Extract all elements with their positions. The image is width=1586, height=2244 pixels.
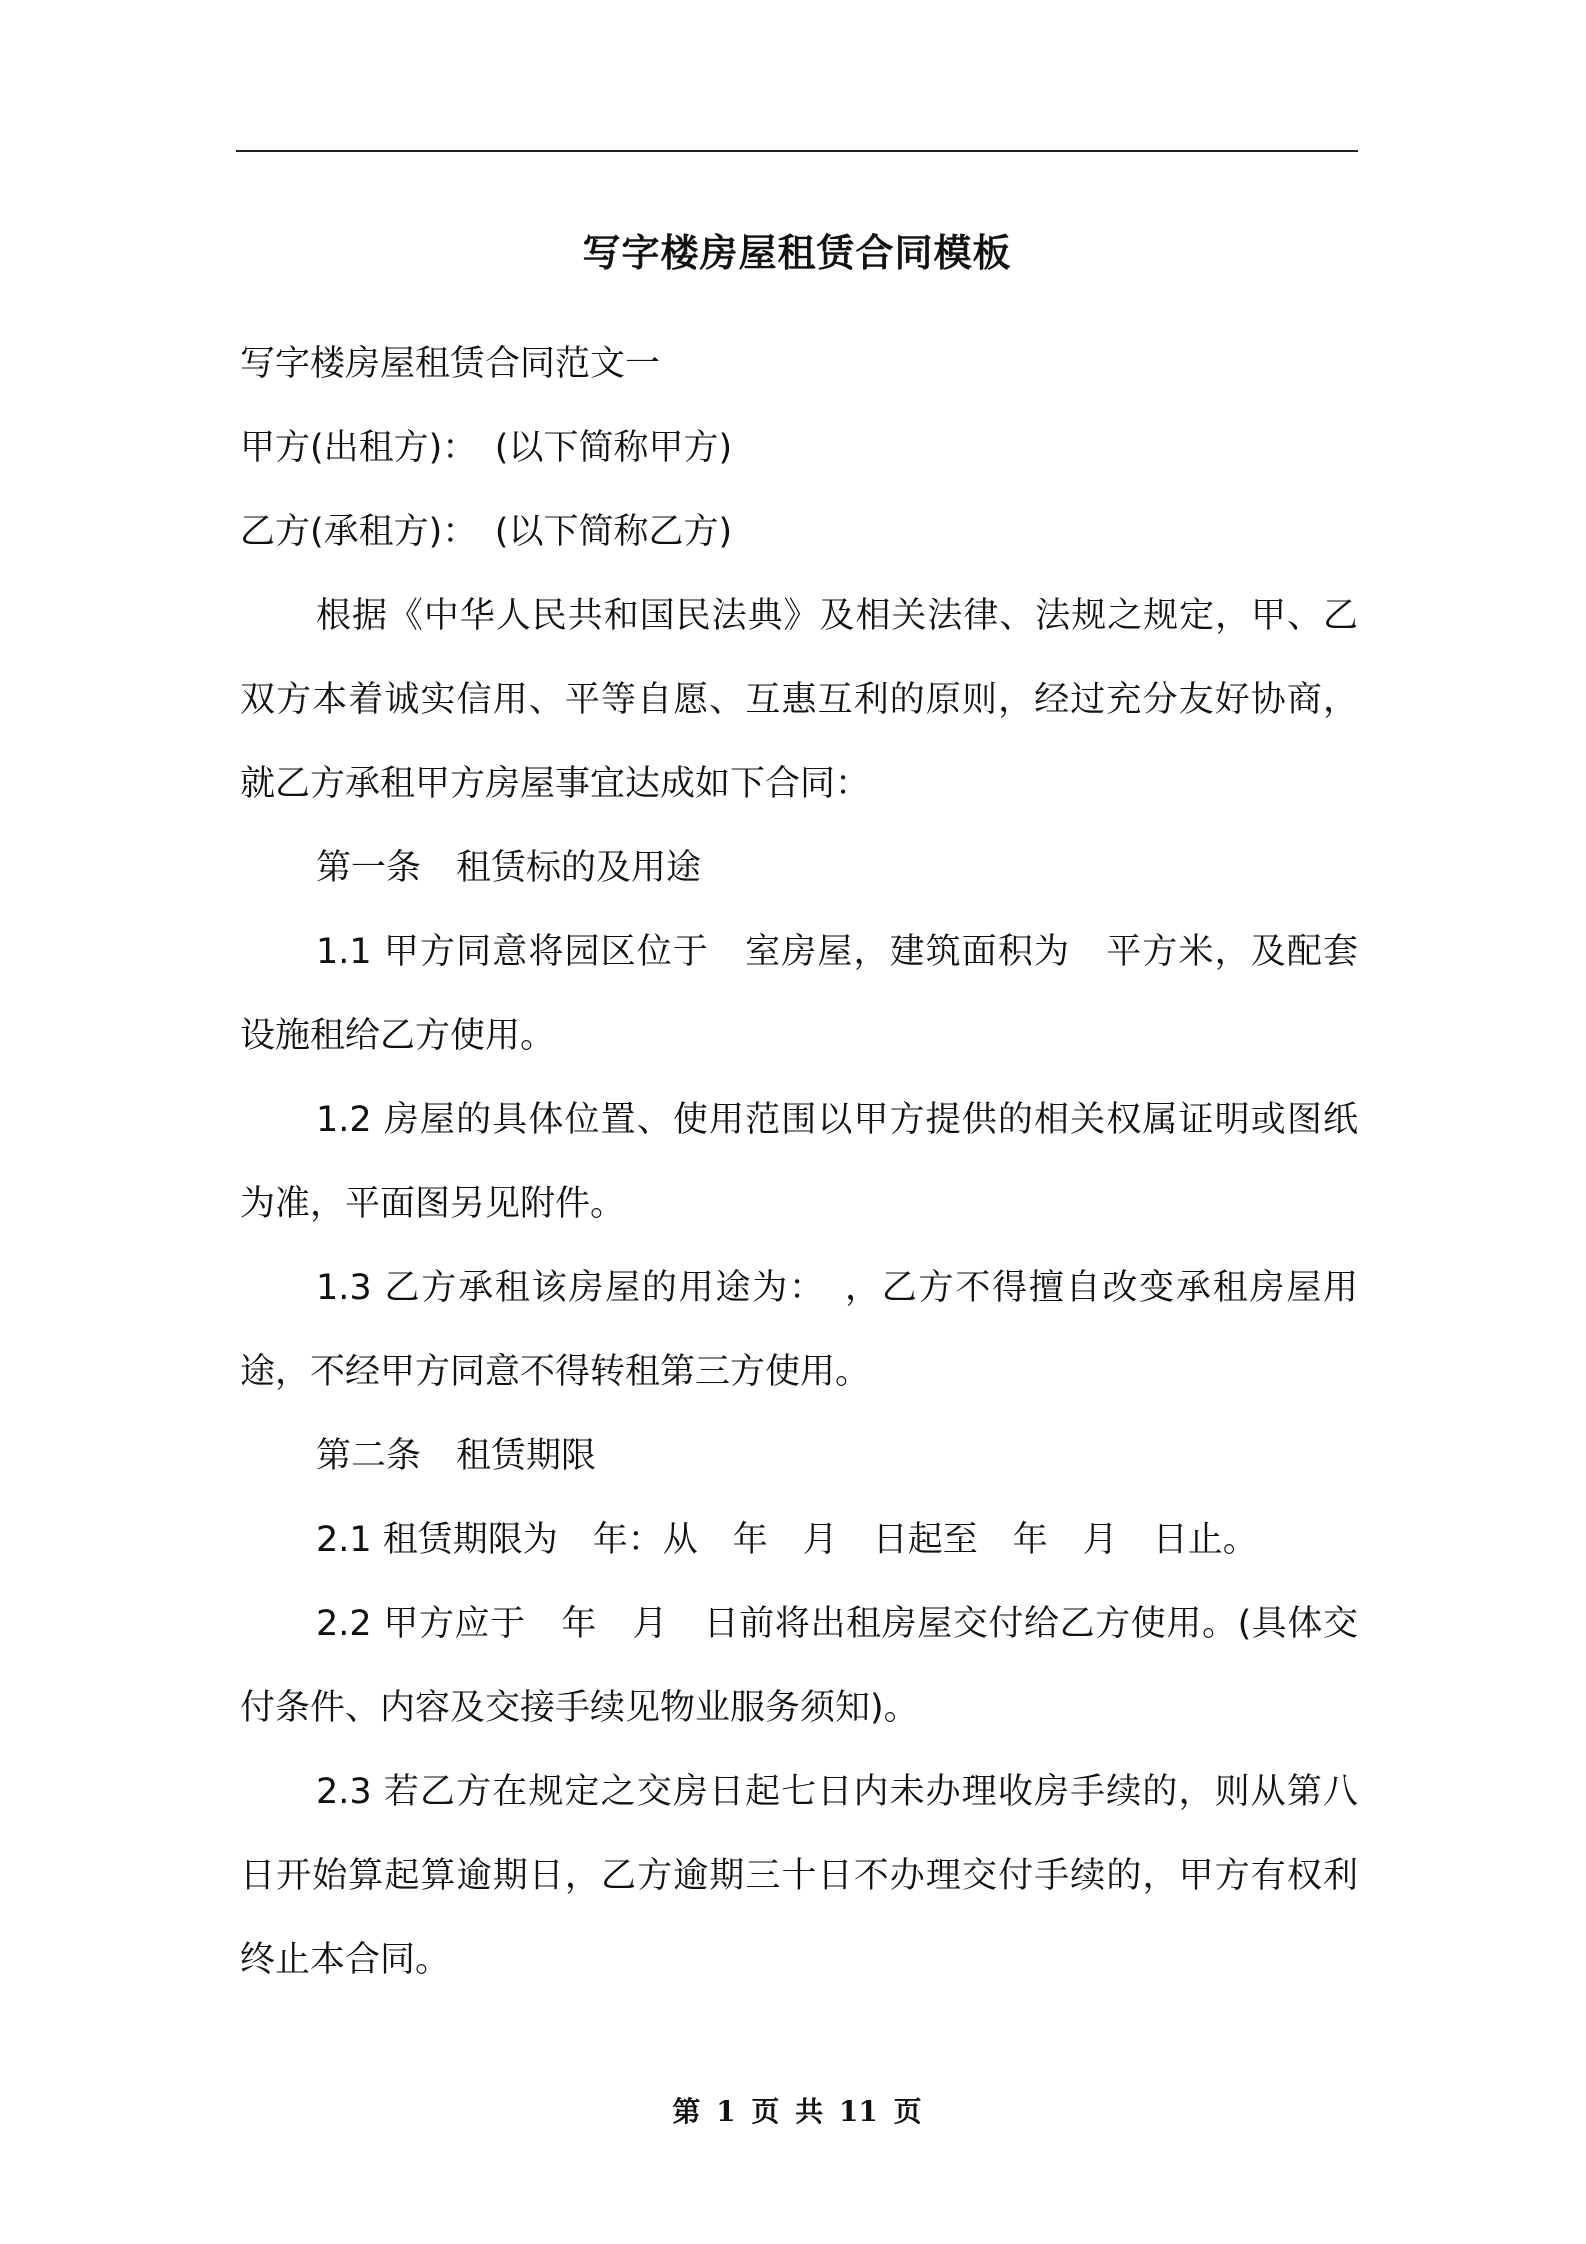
clause-2-3: 2.3 若乙方在规定之交房日起七日内未办理收房手续的，则从第八日开始算起算逾期日，乙方逾期三十日不办理交付手续的，甲方有权利终止本合同。 (240, 1772, 1358, 1980)
article-2-heading: 第二条 租赁期限 (316, 1436, 597, 1476)
clause-1-3: 1.3 乙方承租该房屋的用途为： ，乙方不得擅自改变承租房屋用途，不经甲方同意不得转租第三方使用。 (240, 1268, 1358, 1392)
document-title: 写字楼房屋租赁合同模板 (582, 231, 1012, 276)
paragraph-preamble: 根据《中华人民共和国民法典》及相关法律、法规之规定，甲、乙双方本着诚实信用、平等自愿、互惠互利的原则，经过充分友好协商，就乙方承租甲方房屋事宜达成如下合同： (240, 596, 1358, 804)
paragraph-party-b: 乙方(承租方)： (以下简称乙方) (240, 512, 733, 552)
clause-1-1: 1.1 甲方同意将园区位于 室房屋，建筑面积为 平方米，及配套设施租给乙方使用。 (240, 932, 1358, 1056)
clause-2-2: 2.2 甲方应于 年 月 日前将出租房屋交付给乙方使用。(具体交付条件、内容及交接手续见物业服务须知)。 (240, 1604, 1358, 1728)
paragraph-party-a: 甲方(出租方)： (以下简称甲方) (240, 428, 733, 468)
header-rule (236, 150, 1358, 152)
document-body (240, 322, 1358, 2002)
clause-1-2: 1.2 房屋的具体位置、使用范围以甲方提供的相关权属证明或图纸为准，平面图另见附件。 (240, 1100, 1358, 1224)
article-1-heading: 第一条 租赁标的及用途 (316, 848, 702, 888)
page-number-footer: 第 1 页 共 11 页 (672, 2095, 922, 2128)
paragraph-subtitle: 写字楼房屋租赁合同范文一 (240, 344, 661, 384)
clause-2-1: 2.1 租赁期限为 年：从 年 月 日起至 年 月 日止。 (316, 1520, 1258, 1560)
